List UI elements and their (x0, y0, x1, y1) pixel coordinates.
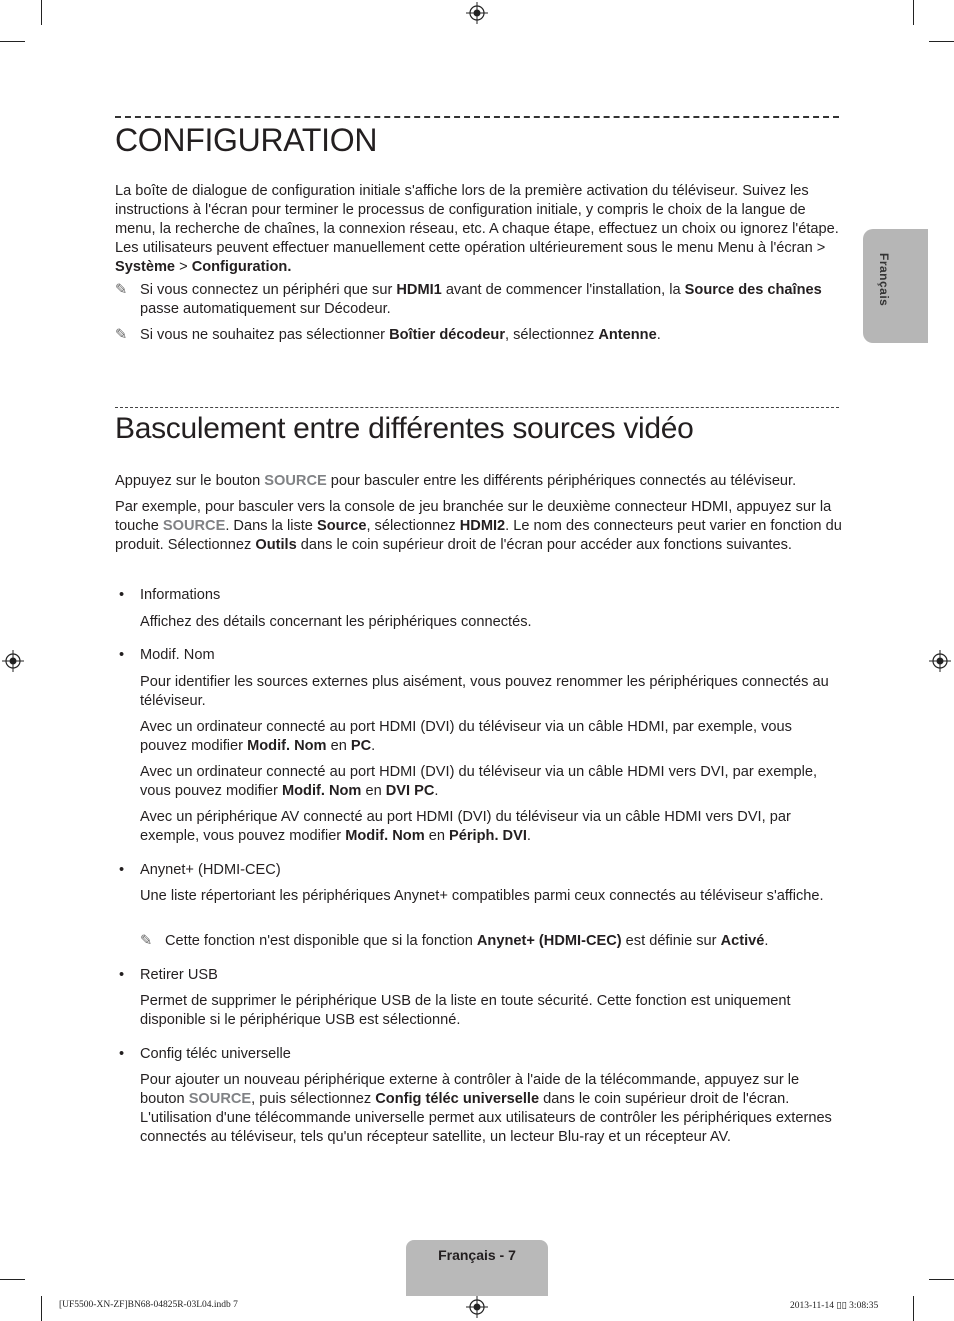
source-key-term: SOURCE (162, 518, 226, 534)
bullet-dot: • (119, 587, 125, 603)
crop-mark (913, 0, 914, 25)
bullet-dot: • (119, 647, 125, 663)
print-slug-file: [UF5500-XN-ZF]BN68-04825R-03L04.indb 7 (59, 1300, 238, 1310)
note-anynet (140, 932, 840, 951)
crop-mark (41, 1296, 42, 1321)
bold-term: Périph. DVI (449, 828, 527, 844)
modif-nom-p4: Avec un périphérique AV connecté au port HDMI (DVI) du téléviseur via un câble HDMI vers DVI, par exemple, vous pouvez modifier Modif. Nom en Périph. DVI. (140, 809, 791, 844)
page-number: Français - 7 (438, 1247, 516, 1263)
crop-mark (0, 41, 25, 42)
bullet-label: Modif. Nom (140, 647, 215, 663)
bold-term: Antenne (598, 327, 657, 343)
bold-term: DVI PC (385, 783, 435, 799)
print-slug-date: 2013-11-14 ▯▯ 3:08:35 (790, 1301, 879, 1311)
bold-term: Configuration. (191, 259, 292, 275)
registration-mark-icon (466, 1296, 488, 1318)
bullet-label: Config téléc universelle (140, 1046, 291, 1062)
note-text: Si vous ne souhaitez pas sélectionner Boîtier décodeur, sélectionnez Antenne. (140, 327, 661, 343)
bold-term: Système (115, 259, 176, 275)
crop-mark (929, 1279, 954, 1280)
language-side-tab-label: Français (877, 253, 891, 307)
pencil-note-icon: ✎ (115, 327, 128, 343)
bold-term: HDMI1 (396, 282, 442, 298)
bold-term: Activé (720, 933, 765, 949)
section-divider (115, 116, 839, 118)
bullet-dot: • (119, 967, 125, 983)
section-title-sources: Basculement entre différentes sources vidéo (115, 412, 694, 445)
note-text: Si vous connectez un périphéri que sur HDMI1 avant de commencer l'installation, la Source des chaînes passe automatiquement sur Décodeur. (140, 282, 822, 317)
bold-term: Anynet+ (HDMI-CEC) (476, 933, 622, 949)
bold-term: Config téléc universelle (375, 1091, 540, 1107)
modif-nom-p2: Avec un ordinateur connecté au port HDMI (DVI) du téléviseur via un câble HDMI, par exemple, vous pouvez modifier Modif. Nom en PC. (140, 719, 792, 754)
bold-term: Boîtier décodeur (389, 327, 506, 343)
modif-nom-p3: Avec un ordinateur connecté au port HDMI (DVI) du téléviseur via un câble HDMI vers DVI, par exemple, vous pouvez modifier Modif. Nom en DVI PC. (140, 764, 818, 799)
anynet-desc: Une liste répertoriant les périphériques Anynet+ compatibles parmi ceux connectés au téléviseur s'affiche. (140, 888, 824, 904)
informations-desc: Affichez des détails concernant les périphériques connectés. (140, 614, 532, 630)
bullet-dot: • (119, 862, 125, 878)
bullet-label: Informations (140, 587, 221, 603)
modif-nom-p1: Pour identifier les sources externes plus aisément, vous pouvez renommer les périphériques connectés au téléviseur. (140, 674, 829, 709)
bold-term: Source (316, 518, 367, 534)
bold-term: Modif. Nom (345, 828, 425, 844)
bold-term: Outils (255, 537, 297, 553)
crop-mark (913, 1296, 914, 1321)
source-paragraph-2: Par exemple, pour basculer vers la console de jeu branchée sur le deuxième connecteur HDMI, appuyez sur la touche SOURCE. Dans la liste Source, sélectionnez HDMI2. Le nom des connecteurs peut varier en fonction du produit. Sélectionnez Outils dans le coin supérieur droit de l'écran pour accéder aux fonctions suivantes. (115, 499, 842, 553)
config-telec-desc: Pour ajouter un nouveau périphérique externe à contrôler à l'aide de la télécommande, appuyez sur le bouton SOURCE, puis sélectionnez Config téléc universelle dans le coin supérieur droit de l'écran. L'utilisation d'une télécommande universelle permet aux utilisateurs de contrôler les périphériques externes connectés au téléviseur, tels qu'un récepteur satellite, un lecteur Blu-ray et un récepteur AV. (140, 1072, 832, 1145)
source-paragraph-1: Appuyez sur le bouton SOURCE pour basculer entre les différents périphériques connectés au téléviseur. (115, 473, 797, 489)
bold-term: PC (350, 738, 372, 754)
source-key-term: SOURCE (188, 1091, 252, 1107)
registration-mark-icon (2, 650, 24, 672)
bold-term: Source des chaînes (684, 282, 822, 298)
pencil-note-icon: ✎ (115, 282, 128, 298)
pencil-note-icon: ✎ (140, 933, 153, 949)
note-antenne (115, 326, 843, 345)
section-divider (115, 407, 839, 408)
section-title-configuration: CONFIGURATION (115, 122, 378, 158)
registration-mark-icon (466, 2, 488, 24)
crop-mark (0, 1279, 25, 1280)
configuration-intro: La boîte de dialogue de configuration initiale s'affiche lors de la première activation du téléviseur. Suivez les instructions à l'écran pour terminer le processus de configuration initiale, y compris le choix de la langue de menu, la recherche de chaînes, la connexion réseau, etc. A chaque étape, effectuez un choix ou ignorez l'étape. Les utilisateurs peuvent effectuer manuellement cette opération ultérieurement sous le menu Menu à l'écran > Système > Configuration. (115, 183, 839, 275)
crop-mark (929, 41, 954, 42)
bold-term: HDMI2 (459, 518, 506, 534)
source-key-term: SOURCE (264, 473, 327, 489)
retirer-usb-desc: Permet de supprimer le périphérique USB de la liste en toute sécurité. Cette fonction est uniquement disponible si le périphérique USB est sélectionné. (140, 993, 791, 1028)
registration-mark-icon (929, 650, 951, 672)
language-side-tab (863, 229, 928, 343)
page-number-tab (406, 1240, 548, 1296)
bold-term: Modif. Nom (247, 738, 327, 754)
bullet-label: Retirer USB (140, 967, 218, 983)
note-text: Cette fonction n'est disponible que si la fonction Anynet+ (HDMI-CEC) est définie sur Activé. (165, 933, 769, 949)
bullet-dot: • (119, 1046, 125, 1062)
bullet-label: Anynet+ (HDMI-CEC) (140, 862, 281, 878)
note-hdmi1 (115, 281, 843, 319)
bold-term: Modif. Nom (281, 783, 362, 799)
crop-mark (41, 0, 42, 25)
